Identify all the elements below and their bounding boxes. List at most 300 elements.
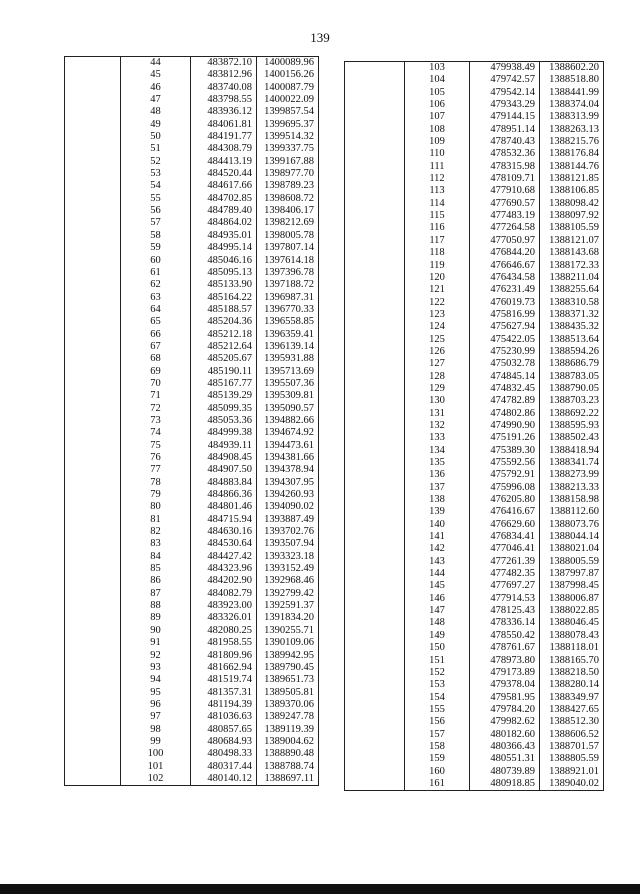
x-coordinate-cell: 483740.08 bbox=[191, 82, 257, 94]
table-row bbox=[65, 94, 319, 106]
blank-cell bbox=[345, 185, 405, 197]
y-coordinate-cell: 1388374.04 bbox=[549, 99, 599, 111]
blank-cell bbox=[65, 625, 121, 637]
table-row bbox=[345, 408, 604, 420]
table-row bbox=[65, 193, 319, 205]
table-row bbox=[65, 119, 319, 131]
blank-cell bbox=[65, 748, 121, 760]
point-number-cell: 65 bbox=[121, 316, 191, 328]
point-number-cell: 61 bbox=[121, 267, 191, 279]
y-coordinate-cell: 1388044.14 bbox=[549, 531, 599, 543]
x-coordinate-cell: 484323.96 bbox=[191, 563, 257, 575]
table-row bbox=[345, 99, 604, 111]
table-row bbox=[65, 255, 319, 267]
table-row bbox=[345, 617, 604, 629]
y-coordinate-cell: 1388280.14 bbox=[549, 679, 599, 691]
blank-cell bbox=[345, 371, 405, 383]
blank-cell bbox=[345, 543, 405, 555]
x-coordinate-cell: 484939.11 bbox=[191, 440, 257, 452]
point-number-cell: 135 bbox=[405, 457, 470, 469]
y-coordinate-cell: 1394882.66 bbox=[264, 414, 314, 426]
point-number-cell: 64 bbox=[121, 304, 191, 316]
x-coordinate-cell: 485212.64 bbox=[191, 341, 257, 353]
blank-cell bbox=[65, 464, 121, 476]
blank-cell bbox=[65, 353, 121, 365]
x-coordinate-cell: 484999.38 bbox=[191, 427, 257, 439]
blank-cell bbox=[345, 617, 405, 629]
y-coordinate-cell: 1388435.32 bbox=[549, 321, 599, 333]
blank-cell bbox=[345, 321, 405, 333]
table-row bbox=[65, 575, 319, 587]
table-row bbox=[345, 383, 604, 395]
x-coordinate-cell: 477914.53 bbox=[470, 593, 540, 605]
y-coordinate-cell: 1388112.60 bbox=[549, 506, 599, 518]
blank-cell bbox=[345, 729, 405, 741]
point-number-cell: 55 bbox=[121, 193, 191, 205]
y-coordinate-cell: 1397614.18 bbox=[264, 254, 314, 266]
x-coordinate-cell: 476416.67 bbox=[470, 506, 540, 518]
table-row bbox=[65, 612, 319, 624]
point-number-cell: 138 bbox=[405, 494, 470, 506]
x-coordinate-cell: 485204.36 bbox=[191, 316, 257, 328]
blank-cell bbox=[65, 612, 121, 624]
table-row bbox=[345, 531, 604, 543]
y-coordinate-cell: 1388418.94 bbox=[549, 444, 599, 456]
x-coordinate-cell: 479938.49 bbox=[470, 62, 540, 75]
x-coordinate-cell: 480498.33 bbox=[191, 748, 257, 760]
point-number-cell: 145 bbox=[405, 580, 470, 592]
table-row bbox=[345, 605, 604, 617]
x-coordinate-cell: 477690.57 bbox=[470, 198, 540, 210]
x-coordinate-cell: 483326.01 bbox=[191, 612, 257, 624]
y-coordinate-cell: 1394381.66 bbox=[264, 452, 314, 463]
page-number: 139 bbox=[310, 30, 330, 45]
point-number-cell: 153 bbox=[405, 679, 470, 691]
blank-cell bbox=[65, 292, 121, 304]
point-number-cell: 45 bbox=[121, 69, 191, 81]
y-coordinate-cell: 1395309.81 bbox=[264, 390, 314, 402]
y-coordinate-cell: 1388341.74 bbox=[549, 457, 599, 468]
table-row bbox=[65, 724, 319, 736]
blank-cell bbox=[345, 87, 405, 99]
y-coordinate-cell: 1391834.20 bbox=[264, 612, 314, 624]
point-number-cell: 113 bbox=[405, 185, 470, 197]
table-row bbox=[345, 729, 604, 741]
y-coordinate-cell: 1388310.58 bbox=[549, 296, 599, 308]
point-number-cell: 139 bbox=[405, 506, 470, 518]
point-number-cell: 120 bbox=[405, 272, 470, 284]
point-number-cell: 80 bbox=[121, 501, 191, 513]
point-number-cell: 60 bbox=[121, 255, 191, 267]
y-coordinate-cell: 1388006.87 bbox=[549, 592, 599, 604]
x-coordinate-cell: 475230.99 bbox=[470, 346, 540, 358]
x-coordinate-cell: 481809.96 bbox=[191, 650, 257, 662]
y-coordinate-cell: 1388518.80 bbox=[549, 74, 599, 86]
y-coordinate-cell: 1388602.20 bbox=[540, 62, 604, 75]
table-row bbox=[65, 279, 319, 291]
y-coordinate-cell: 1390255.71 bbox=[264, 624, 314, 636]
point-number-cell: 137 bbox=[405, 482, 470, 494]
point-number-cell: 116 bbox=[405, 222, 470, 234]
point-number-cell: 146 bbox=[405, 593, 470, 605]
y-coordinate-cell: 1388805.59 bbox=[549, 753, 599, 765]
y-coordinate-cell: 1388172.33 bbox=[549, 259, 599, 271]
x-coordinate-cell: 484630.16 bbox=[191, 526, 257, 538]
x-coordinate-cell: 485099.35 bbox=[191, 403, 257, 415]
y-coordinate-cell: 1388788.74 bbox=[264, 760, 314, 772]
y-coordinate-cell: 1388697.11 bbox=[257, 773, 319, 786]
x-coordinate-cell: 484308.79 bbox=[191, 143, 257, 155]
table-row bbox=[65, 501, 319, 513]
x-coordinate-cell: 485188.57 bbox=[191, 304, 257, 316]
blank-cell bbox=[345, 346, 405, 358]
x-coordinate-cell: 484883.84 bbox=[191, 477, 257, 489]
y-coordinate-cell: 1388371.32 bbox=[549, 308, 599, 320]
table-row bbox=[65, 477, 319, 489]
x-coordinate-cell: 480140.12 bbox=[191, 773, 257, 786]
table-row bbox=[345, 124, 604, 136]
x-coordinate-cell: 484202.90 bbox=[191, 575, 257, 587]
y-coordinate-cell: 1388502.43 bbox=[549, 432, 599, 444]
table-row bbox=[345, 741, 604, 753]
table-row bbox=[345, 667, 604, 679]
blank-cell bbox=[65, 489, 121, 501]
point-number-cell: 108 bbox=[405, 124, 470, 136]
x-coordinate-cell: 484530.64 bbox=[191, 538, 257, 550]
blank-cell bbox=[65, 452, 121, 464]
table-row bbox=[65, 773, 319, 786]
point-number-cell: 67 bbox=[121, 341, 191, 353]
blank-cell bbox=[65, 551, 121, 563]
x-coordinate-cell: 480684.93 bbox=[191, 736, 257, 748]
y-coordinate-cell: 1396987.31 bbox=[264, 291, 314, 303]
point-number-cell: 140 bbox=[405, 519, 470, 531]
x-coordinate-cell: 477697.27 bbox=[470, 580, 540, 592]
point-number-cell: 48 bbox=[121, 106, 191, 118]
blank-cell bbox=[345, 334, 405, 346]
point-number-cell: 88 bbox=[121, 600, 191, 612]
blank-cell bbox=[345, 704, 405, 716]
point-number-cell: 129 bbox=[405, 383, 470, 395]
y-coordinate-cell: 1393887.49 bbox=[264, 513, 314, 525]
y-coordinate-cell: 1388441.99 bbox=[549, 86, 599, 98]
point-number-cell: 123 bbox=[405, 309, 470, 321]
blank-cell bbox=[65, 736, 121, 748]
y-coordinate-cell: 1388313.99 bbox=[549, 111, 599, 123]
blank-cell bbox=[65, 366, 121, 378]
point-number-cell: 51 bbox=[121, 143, 191, 155]
x-coordinate-cell: 481958.55 bbox=[191, 637, 257, 649]
blank-cell bbox=[65, 168, 121, 180]
table-row bbox=[65, 378, 319, 390]
y-coordinate-cell: 1388118.01 bbox=[549, 642, 599, 654]
y-coordinate-cell: 1389040.02 bbox=[540, 778, 604, 791]
y-coordinate-cell: 1388349.97 bbox=[549, 691, 599, 703]
blank-cell bbox=[65, 193, 121, 205]
point-number-cell: 49 bbox=[121, 119, 191, 131]
x-coordinate-cell: 484617.66 bbox=[191, 180, 257, 192]
table-row bbox=[65, 131, 319, 143]
point-number-cell: 106 bbox=[405, 99, 470, 111]
blank-cell bbox=[65, 711, 121, 723]
blank-cell bbox=[345, 531, 405, 543]
table-row bbox=[65, 514, 319, 526]
x-coordinate-cell: 481357.31 bbox=[191, 687, 257, 699]
y-coordinate-cell: 1394473.61 bbox=[264, 439, 314, 451]
y-coordinate-cell: 1398789.23 bbox=[264, 180, 314, 192]
blank-cell bbox=[345, 568, 405, 580]
point-number-cell: 78 bbox=[121, 477, 191, 489]
point-number-cell: 100 bbox=[121, 748, 191, 760]
y-coordinate-cell: 1393323.18 bbox=[264, 550, 314, 562]
x-coordinate-cell: 476019.73 bbox=[470, 297, 540, 309]
x-coordinate-cell: 485139.29 bbox=[191, 390, 257, 402]
x-coordinate-cell: 484191.77 bbox=[191, 131, 257, 143]
point-number-cell: 71 bbox=[121, 390, 191, 402]
y-coordinate-cell: 1388595.93 bbox=[549, 419, 599, 431]
point-number-cell: 79 bbox=[121, 489, 191, 501]
point-number-cell: 76 bbox=[121, 452, 191, 464]
point-number-cell: 66 bbox=[121, 329, 191, 341]
blank-cell bbox=[65, 662, 121, 674]
blank-cell bbox=[65, 501, 121, 513]
table-row bbox=[345, 62, 604, 75]
x-coordinate-cell: 479144.15 bbox=[470, 111, 540, 123]
blank-cell bbox=[345, 62, 405, 75]
table-row bbox=[65, 69, 319, 81]
blank-cell bbox=[65, 699, 121, 711]
y-coordinate-cell: 1388078.43 bbox=[549, 629, 599, 641]
table-row bbox=[65, 699, 319, 711]
blank-cell bbox=[65, 390, 121, 402]
table-row bbox=[65, 588, 319, 600]
blank-cell bbox=[65, 217, 121, 229]
y-coordinate-cell: 1388215.76 bbox=[549, 136, 599, 148]
blank-cell bbox=[65, 637, 121, 649]
x-coordinate-cell: 485167.77 bbox=[191, 378, 257, 390]
y-coordinate-cell: 1388121.85 bbox=[549, 173, 599, 185]
coordinates-table-left bbox=[64, 56, 319, 786]
point-number-cell: 160 bbox=[405, 766, 470, 778]
blank-cell bbox=[345, 482, 405, 494]
point-number-cell: 154 bbox=[405, 692, 470, 704]
blank-cell bbox=[65, 119, 121, 131]
blank-cell bbox=[65, 57, 121, 70]
x-coordinate-cell: 478315.98 bbox=[470, 161, 540, 173]
blank-cell bbox=[345, 778, 405, 791]
y-coordinate-cell: 1388701.57 bbox=[549, 740, 599, 752]
x-coordinate-cell: 479581.95 bbox=[470, 692, 540, 704]
table-row bbox=[345, 247, 604, 259]
x-coordinate-cell: 480551.31 bbox=[470, 753, 540, 765]
point-number-cell: 127 bbox=[405, 358, 470, 370]
point-number-cell: 46 bbox=[121, 82, 191, 94]
blank-cell bbox=[65, 205, 121, 217]
y-coordinate-cell: 1388790.05 bbox=[549, 382, 599, 394]
x-coordinate-cell: 477483.19 bbox=[470, 210, 540, 222]
blank-cell bbox=[345, 210, 405, 222]
y-coordinate-cell: 1387997.87 bbox=[549, 568, 599, 580]
y-coordinate-cell: 1398005.78 bbox=[264, 229, 314, 241]
point-number-cell: 94 bbox=[121, 674, 191, 686]
point-number-cell: 107 bbox=[405, 111, 470, 123]
blank-cell bbox=[65, 378, 121, 390]
table-row bbox=[345, 580, 604, 592]
y-coordinate-cell: 1389942.95 bbox=[264, 649, 314, 661]
y-coordinate-cell: 1392591.37 bbox=[264, 600, 314, 612]
point-number-cell: 149 bbox=[405, 630, 470, 642]
point-number-cell: 70 bbox=[121, 378, 191, 390]
y-coordinate-cell: 1388512.30 bbox=[549, 716, 599, 728]
point-number-cell: 69 bbox=[121, 366, 191, 378]
table-row bbox=[345, 185, 604, 197]
coordinates-table-right bbox=[344, 61, 604, 791]
x-coordinate-cell: 478761.67 bbox=[470, 642, 540, 654]
blank-cell bbox=[65, 403, 121, 415]
table-row bbox=[65, 304, 319, 316]
blank-cell bbox=[65, 724, 121, 736]
point-number-cell: 57 bbox=[121, 217, 191, 229]
table-row bbox=[65, 674, 319, 686]
table-row bbox=[345, 432, 604, 444]
x-coordinate-cell: 484801.46 bbox=[191, 501, 257, 513]
x-coordinate-cell: 475422.05 bbox=[470, 334, 540, 346]
table-row bbox=[65, 180, 319, 192]
y-coordinate-cell: 1399695.37 bbox=[264, 118, 314, 130]
y-coordinate-cell: 1394307.95 bbox=[264, 476, 314, 488]
point-number-cell: 73 bbox=[121, 415, 191, 427]
y-coordinate-cell: 1398406.17 bbox=[264, 205, 314, 217]
x-coordinate-cell: 475032.78 bbox=[470, 358, 540, 370]
y-coordinate-cell: 1388273.99 bbox=[549, 469, 599, 481]
x-coordinate-cell: 480918.85 bbox=[470, 778, 540, 791]
x-coordinate-cell: 478125.43 bbox=[470, 605, 540, 617]
blank-cell bbox=[65, 773, 121, 786]
x-coordinate-cell: 478532.36 bbox=[470, 148, 540, 160]
x-coordinate-cell: 476434.58 bbox=[470, 272, 540, 284]
table-row bbox=[345, 358, 604, 370]
point-number-cell: 142 bbox=[405, 543, 470, 555]
blank-cell bbox=[65, 563, 121, 575]
y-coordinate-cell: 1389370.06 bbox=[264, 698, 314, 710]
blank-cell bbox=[345, 630, 405, 642]
blank-cell bbox=[345, 161, 405, 173]
x-coordinate-cell: 485212.18 bbox=[191, 329, 257, 341]
y-coordinate-cell: 1396139.14 bbox=[264, 340, 314, 352]
point-number-cell: 103 bbox=[405, 62, 470, 75]
y-coordinate-cell: 1400156.26 bbox=[264, 69, 314, 81]
table-row bbox=[65, 143, 319, 155]
table-row bbox=[345, 136, 604, 148]
y-coordinate-cell: 1393702.76 bbox=[264, 526, 314, 538]
x-coordinate-cell: 485053.36 bbox=[191, 415, 257, 427]
point-number-cell: 158 bbox=[405, 741, 470, 753]
table-row bbox=[65, 329, 319, 341]
x-coordinate-cell: 479542.14 bbox=[470, 87, 540, 99]
y-coordinate-cell: 1387998.45 bbox=[549, 580, 599, 592]
x-coordinate-cell: 484907.50 bbox=[191, 464, 257, 476]
y-coordinate-cell: 1388098.42 bbox=[549, 197, 599, 209]
x-coordinate-cell: 477910.68 bbox=[470, 185, 540, 197]
x-coordinate-cell: 479173.89 bbox=[470, 667, 540, 679]
x-coordinate-cell: 485205.67 bbox=[191, 353, 257, 365]
table-row bbox=[345, 778, 604, 791]
y-coordinate-cell: 1390109.06 bbox=[264, 637, 314, 649]
blank-cell bbox=[345, 753, 405, 765]
blank-cell bbox=[345, 494, 405, 506]
blank-cell bbox=[65, 106, 121, 118]
y-coordinate-cell: 1388176.84 bbox=[549, 148, 599, 160]
table-row bbox=[345, 309, 604, 321]
point-number-cell: 83 bbox=[121, 538, 191, 550]
point-number-cell: 93 bbox=[121, 662, 191, 674]
blank-cell bbox=[65, 415, 121, 427]
table-row bbox=[345, 568, 604, 580]
table-row bbox=[65, 687, 319, 699]
y-coordinate-cell: 1388686.79 bbox=[549, 358, 599, 370]
blank-cell bbox=[345, 124, 405, 136]
table-row bbox=[345, 457, 604, 469]
point-number-cell: 75 bbox=[121, 440, 191, 452]
table-row bbox=[345, 494, 604, 506]
blank-cell bbox=[65, 440, 121, 452]
x-coordinate-cell: 483923.00 bbox=[191, 600, 257, 612]
table-row bbox=[65, 650, 319, 662]
blank-cell bbox=[345, 136, 405, 148]
y-coordinate-cell: 1388158.98 bbox=[549, 494, 599, 506]
table-row bbox=[345, 260, 604, 272]
point-number-cell: 141 bbox=[405, 531, 470, 543]
blank-cell bbox=[345, 655, 405, 667]
y-coordinate-cell: 1397188.72 bbox=[264, 279, 314, 291]
blank-cell bbox=[65, 131, 121, 143]
point-number-cell: 105 bbox=[405, 87, 470, 99]
point-number-cell: 58 bbox=[121, 230, 191, 242]
point-number-cell: 99 bbox=[121, 736, 191, 748]
table-row bbox=[345, 519, 604, 531]
x-coordinate-cell: 481519.74 bbox=[191, 674, 257, 686]
y-coordinate-cell: 1396770.33 bbox=[264, 303, 314, 315]
table-row bbox=[345, 556, 604, 568]
blank-cell bbox=[65, 329, 121, 341]
x-coordinate-cell: 475996.08 bbox=[470, 482, 540, 494]
table-row bbox=[345, 321, 604, 333]
x-coordinate-cell: 476231.49 bbox=[470, 284, 540, 296]
y-coordinate-cell: 1388263.13 bbox=[549, 123, 599, 135]
x-coordinate-cell: 479982.62 bbox=[470, 716, 540, 728]
blank-cell bbox=[65, 588, 121, 600]
y-coordinate-cell: 1388255.64 bbox=[549, 284, 599, 296]
point-number-cell: 89 bbox=[121, 612, 191, 624]
y-coordinate-cell: 1400089.96 bbox=[257, 57, 319, 70]
table-row bbox=[345, 506, 604, 518]
x-coordinate-cell: 485133.90 bbox=[191, 279, 257, 291]
table-row bbox=[65, 526, 319, 538]
x-coordinate-cell: 478951.14 bbox=[470, 124, 540, 136]
point-number-cell: 62 bbox=[121, 279, 191, 291]
x-coordinate-cell: 474832.45 bbox=[470, 383, 540, 395]
point-number-cell: 77 bbox=[121, 464, 191, 476]
point-number-cell: 52 bbox=[121, 156, 191, 168]
point-number-cell: 97 bbox=[121, 711, 191, 723]
point-number-cell: 118 bbox=[405, 247, 470, 259]
blank-cell bbox=[65, 255, 121, 267]
y-coordinate-cell: 1388097.92 bbox=[549, 210, 599, 222]
x-coordinate-cell: 485046.16 bbox=[191, 255, 257, 267]
point-number-cell: 74 bbox=[121, 427, 191, 439]
table-row bbox=[65, 82, 319, 94]
blank-cell bbox=[345, 667, 405, 679]
